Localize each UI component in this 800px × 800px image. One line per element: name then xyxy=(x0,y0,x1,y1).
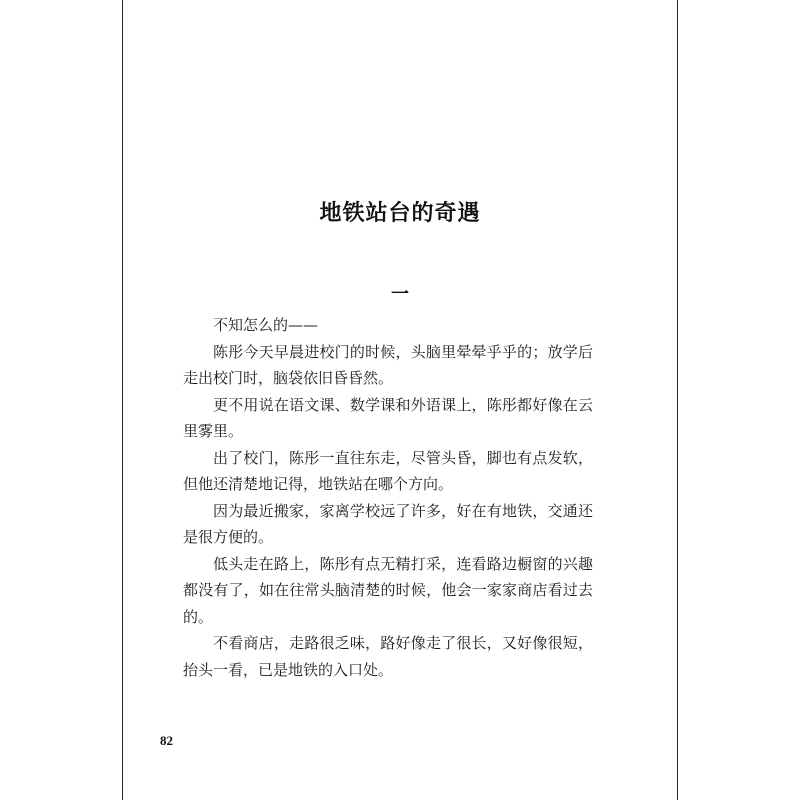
paragraph: 不看商店，走路很乏味，路好像走了很长，又好像很短，抬头一看，已是地铁的入口处。 xyxy=(183,634,593,679)
paragraph: 陈彤今天早晨进校门的时候，头脑里晕晕乎乎的；放学后走出校门时，脑袋依旧昏昏然。 xyxy=(183,342,593,387)
paragraph: 低头走在路上，陈彤有点无精打采，连看路边橱窗的兴趣都没有了，如在往常头脑清楚的时候，他会一家家商店看过去的。 xyxy=(183,554,593,626)
paragraph: 出了校门，陈彤一直往东走，尽管头昏，脚也有点发软，但他还清楚地记得，地铁站在哪个方向。 xyxy=(183,448,593,493)
section-number: 一 xyxy=(391,284,409,305)
chapter-title: 地铁站台的奇遇 xyxy=(319,200,481,226)
paragraph: 更不用说在语文课、数学课和外语课上，陈彤都好像在云里雾里。 xyxy=(183,395,593,440)
page-number: 82 xyxy=(160,733,173,748)
body-text xyxy=(183,312,593,683)
paragraph: 因为最近搬家，家离学校远了许多，好在有地铁，交通还是很方便的。 xyxy=(183,501,593,546)
paragraph: 不知怎么的—— xyxy=(213,316,319,334)
